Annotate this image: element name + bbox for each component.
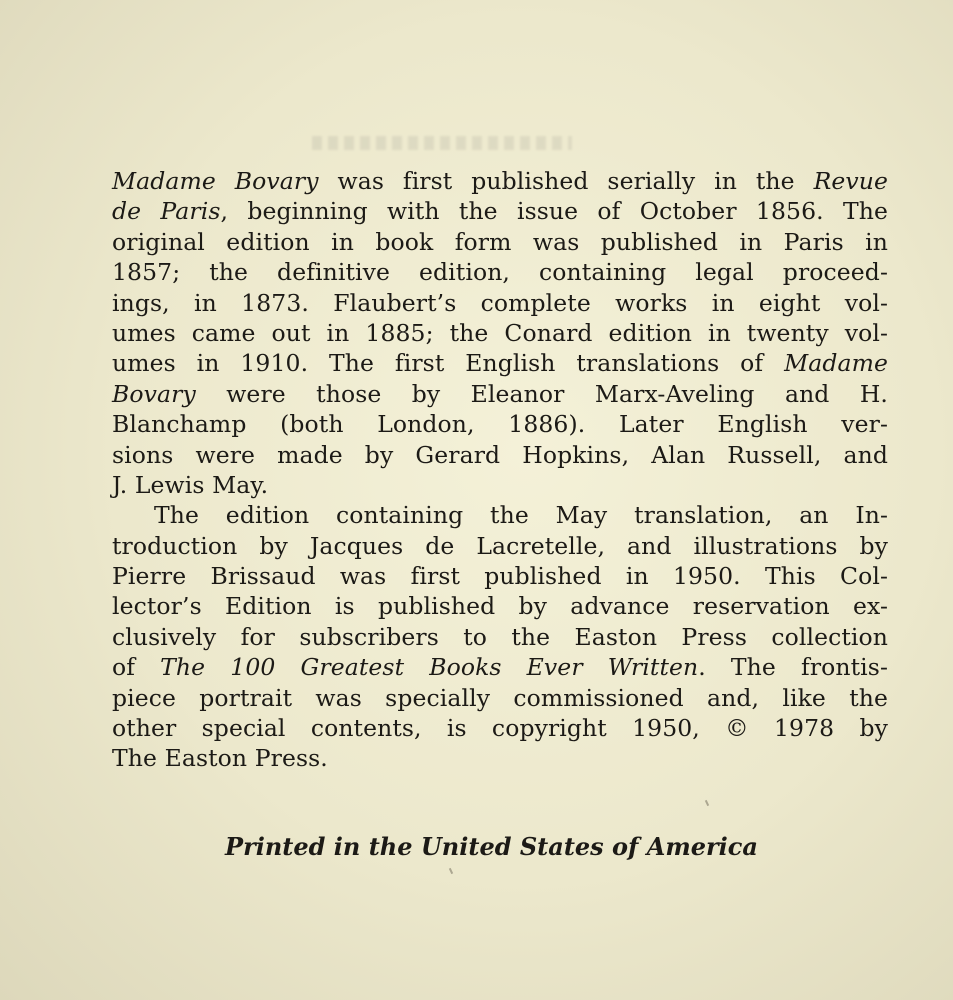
body-text: The Easton Press.: [112, 744, 328, 773]
body-text: , beginning with the issue of October 1856. The: [220, 197, 888, 226]
text-line: [112, 318, 888, 348]
body-text: . The frontis-: [698, 653, 888, 682]
text-line: [112, 257, 888, 287]
italic-title-text: Madame Bovary: [112, 167, 319, 195]
text-line: [112, 348, 888, 378]
text-line: [112, 379, 888, 409]
colophon-paragraph-2: [112, 500, 888, 774]
bleed-through-text: [312, 136, 572, 150]
text-line: [112, 743, 888, 773]
text-line: [112, 713, 888, 743]
body-text: troduction by Jacques de Lacretelle, and illustrations by: [112, 531, 888, 560]
body-text: sions were made by Gerard Hopkins, Alan Russell, and: [112, 440, 888, 469]
italic-title-text: The 100 Greatest Books Ever Written: [160, 653, 699, 682]
text-line: [112, 409, 888, 439]
body-text: umes came out in 1885; the Conard edition in twenty vol-: [112, 318, 888, 347]
text-line: [112, 591, 888, 621]
colophon-text: [112, 166, 888, 774]
body-text: umes in 1910. The first English translations of: [112, 349, 785, 378]
italic-title-text: Revue: [813, 167, 888, 195]
italic-title-text: Madame: [784, 349, 888, 378]
text-line: [112, 561, 888, 591]
italic-title-text: Bovary: [112, 379, 196, 408]
body-text: piece portrait was specially commissioned and, like the: [112, 683, 888, 712]
text-line: [112, 166, 888, 196]
body-text: J. Lewis May.: [112, 470, 269, 499]
body-text: 1857; the definitive edition, containing legal proceed-: [112, 258, 888, 287]
printed-in-imprint: Printed in the United States of America: [225, 832, 758, 861]
body-text: were those by Eleanor Marx-Aveling and H.: [195, 379, 888, 408]
body-text: clusively for subscribers to the Easton Press collection: [112, 622, 888, 651]
text-line: [112, 622, 888, 652]
text-line: [112, 652, 888, 682]
paper-speck: [449, 868, 453, 874]
body-text: The edition containing the May translation, an In-: [154, 501, 888, 530]
colophon-paragraph-1: [112, 166, 888, 500]
text-line: [112, 288, 888, 318]
body-text: original edition in book form was published in Paris in: [112, 227, 888, 256]
body-text: Pierre Brissaud was first published in 1950. This Col-: [112, 562, 888, 591]
body-text: was first published serially in the: [318, 167, 814, 195]
paper-speck: [705, 800, 709, 806]
body-text: lector’s Edition is published by advance reservation ex-: [112, 592, 888, 621]
text-line: [112, 227, 888, 257]
body-text: of: [112, 653, 161, 682]
text-line: [112, 500, 888, 530]
body-text: other special contents, is copyright 1950, © 1978 by: [112, 714, 888, 743]
text-line: [112, 531, 888, 561]
text-line: [112, 470, 888, 500]
text-line: [112, 440, 888, 470]
body-text: Blanchamp (both London, 1886). Later English ver-: [112, 410, 888, 439]
text-line: [112, 683, 888, 713]
body-text: ings, in 1873. Flaubert’s complete works in eight vol-: [112, 288, 888, 317]
text-line: [112, 196, 888, 226]
italic-title-text: de Paris: [112, 197, 221, 226]
